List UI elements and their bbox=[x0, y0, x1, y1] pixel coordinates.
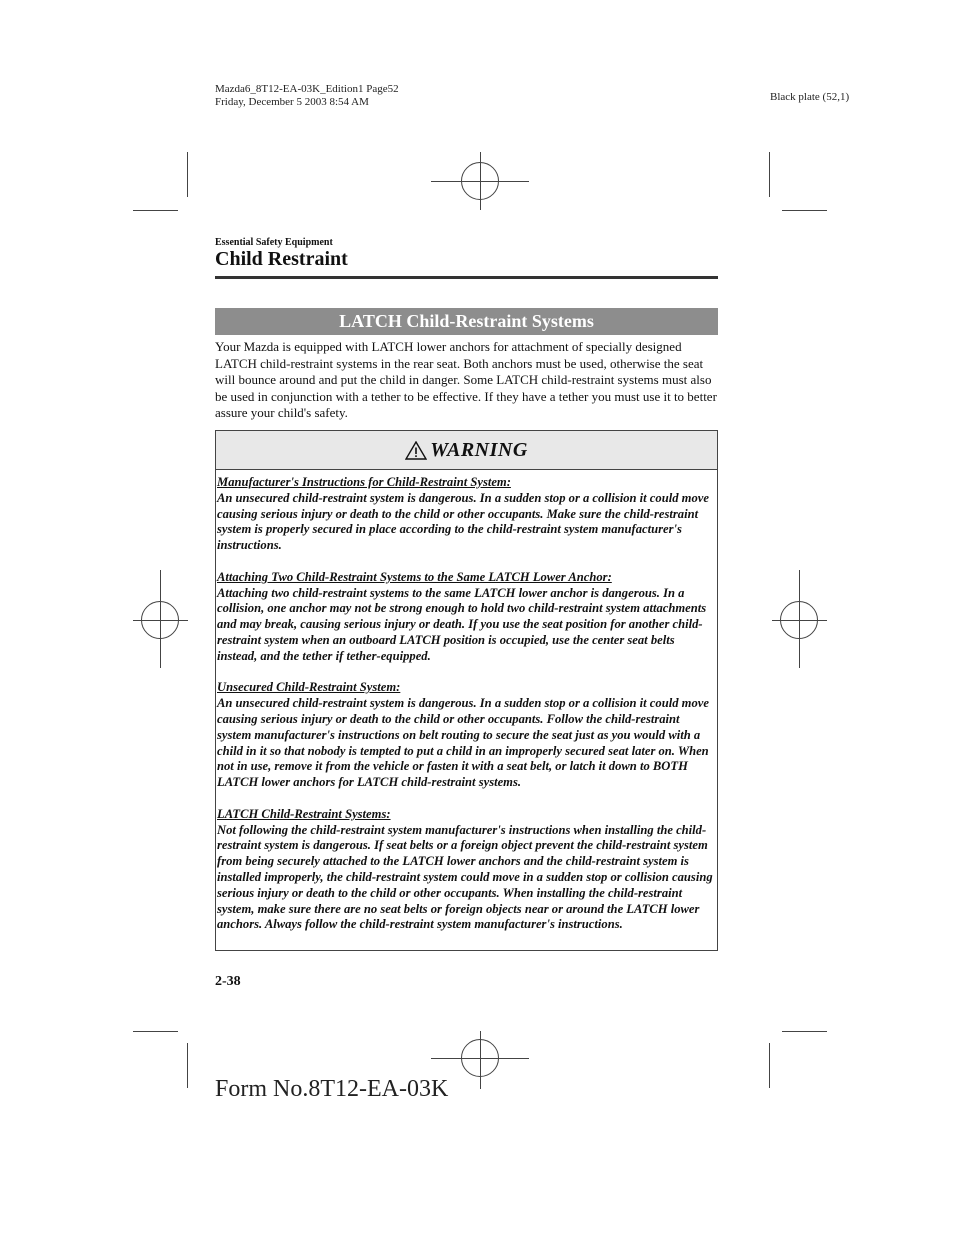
warning-item-heading: Manufacturer's Instructions for Child-Restraint System: bbox=[217, 475, 511, 489]
warning-item bbox=[217, 807, 715, 933]
warning-item-text: Not following the child-restraint system manufacturer's instructions when installing the child-restraint system is dangerous. If seat belts or a foreign object prevent the child-restraint system from being securely attached to the LATCH lower anchors and the child-restraint system is installed improperly, the child-restraint system could move in a sudden stop or collision causing serious injury or death to the child or other occupants. When installing the child-restraint system, make sure there are no seat belts or foreign objects near or around the LATCH lower anchors. Always follow the child-restraint system manufacturer's instructions. bbox=[217, 822, 713, 932]
intro-paragraph: Your Mazda is equipped with LATCH lower anchors for attachment of specially designed LATCH child-restraint systems in the rear seat. Both anchors must be used, otherwise the seat will bounce around and put the child in danger. Some LATCH child-restraint systems must also be used in conjunction with a tether to be effective. If they have a tether you must use it to better assure your child's safety. bbox=[215, 339, 717, 421]
warning-triangle-icon bbox=[405, 441, 427, 460]
warning-item-heading: Attaching Two Child-Restraint Systems to the Same LATCH Lower Anchor: bbox=[217, 569, 612, 584]
print-info-date: Friday, December 5 2003 8:54 AM bbox=[215, 96, 369, 108]
form-number: Form No.8T12-EA-03K bbox=[215, 1076, 449, 1102]
page-number: 2-38 bbox=[215, 974, 241, 989]
warning-item-text: Attaching two child-restraint systems to the same LATCH lower anchor is dangerous. In a collision, one anchor may not be strong enough to hold two child-restraint system attachments and may break, causing serious injury or death. If you use the seat position for another child-restraint system when an outboard LATCH position is occupied, use the center seat belts instead, and the tether if tether-equipped. bbox=[217, 585, 707, 663]
title-divider bbox=[215, 276, 718, 279]
section-label: Essential Safety Equipment bbox=[215, 237, 333, 248]
plate-label: Black plate (52,1) bbox=[770, 91, 850, 103]
warning-box bbox=[215, 430, 718, 951]
warning-item-text: An unsecured child-restraint system is dangerous. In a sudden stop or a collision it could move causing serious injury or death to the child or other occupants. Follow the child-restraint system manufacturer's instructions on belt routing to secure the seat just as you would with a child in it so that nobody is tempted to put a child in an improperly secured seat later on. When not in use, remove it from the vehicle or fasten it with a seat belt, or latch it down to BOTH LATCH lower anchors for LATCH child-restraint systems. bbox=[217, 696, 709, 790]
warning-item-heading: Unsecured Child-Restraint System: bbox=[217, 680, 401, 695]
warning-item-heading: LATCH Child-Restraint Systems: bbox=[217, 806, 391, 821]
warning-header bbox=[216, 431, 717, 470]
warning-item-text: An unsecured child-restraint system is dangerous. In a sudden stop or a collision it could move causing serious injury or death to the child or other occupants. Make sure the child-restraint system is properly secured in place according to the child-restraint system manufacturer's instructions. bbox=[217, 490, 709, 553]
print-info-file: Mazda6_8T12-EA-03K_Edition1 Page52 bbox=[215, 83, 399, 95]
warning-body bbox=[217, 475, 715, 933]
warning-title: WARNING bbox=[430, 438, 528, 461]
warning-item bbox=[217, 475, 715, 554]
print-info bbox=[215, 83, 399, 109]
section-banner: LATCH Child-Restraint Systems bbox=[215, 308, 718, 335]
page-title: Child Restraint bbox=[215, 248, 348, 270]
warning-item bbox=[217, 680, 715, 791]
warning-item bbox=[217, 570, 715, 665]
